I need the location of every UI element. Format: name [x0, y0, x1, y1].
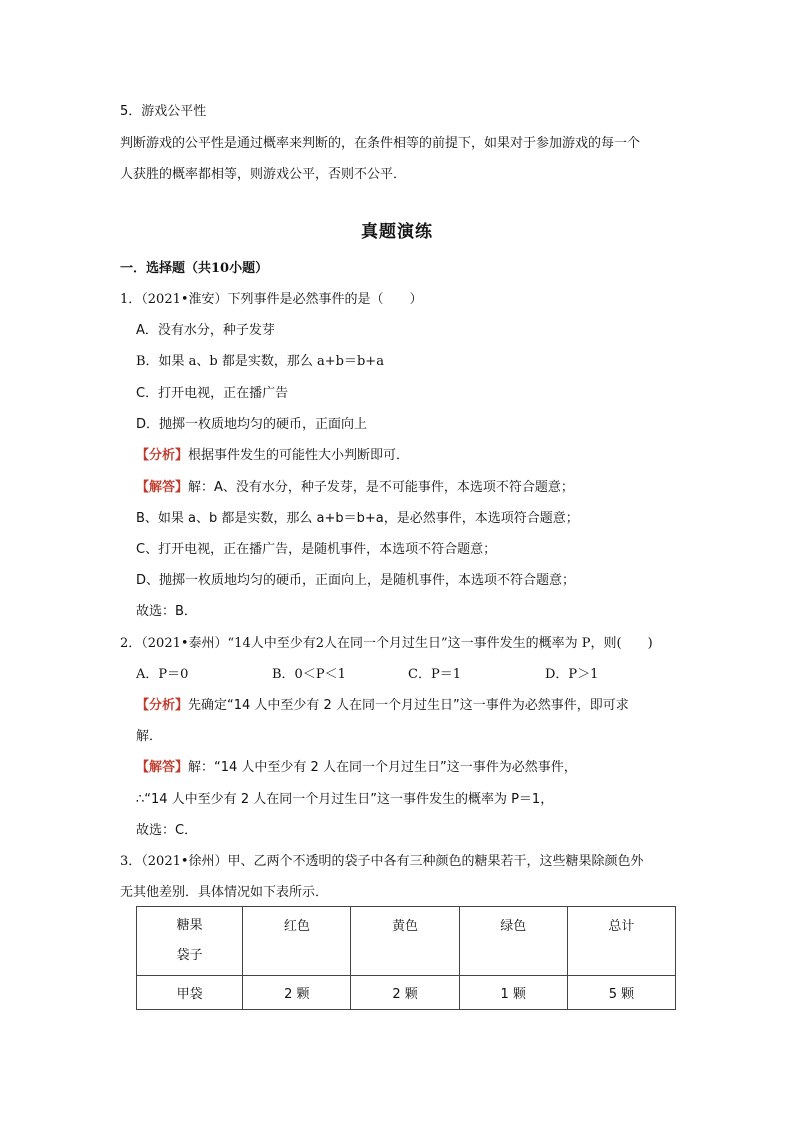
answer-line: 故选：B． [136, 604, 197, 619]
analysis-tag: 【分析】 [136, 448, 189, 463]
answer-line: 故选：C． [136, 823, 198, 838]
option-b: B．0＜P＜1 [272, 667, 346, 682]
part-heading: 一．选择题（共10小题） [120, 261, 269, 276]
answer-text: 解：“14 人中至少有 2 人在同一个月过生日”这一事件为必然事件， [188, 760, 577, 775]
analysis-line [136, 696, 629, 716]
answer-line: B、如果 a、b 都是实数，那么 a+b＝b+a，是必然事件，本选项符合题意； [136, 511, 579, 526]
question-stem: 无其他差别．具体情况如下表所示． [120, 885, 329, 900]
option-d: D．抛掷一枚质地均匀的硬币，正面向上 [136, 417, 368, 432]
section-heading: 5．游戏公平性 [120, 104, 207, 119]
table-header: 绿色 [459, 907, 567, 976]
paragraph-line: 判断游戏的公平性是通过概率来判断的，在条件相等的前提下，如果对于参加游戏的每一个 [120, 136, 641, 151]
table-corner-cell [137, 907, 243, 976]
table-row-label: 甲袋 [137, 976, 243, 1010]
answer-line: C、打开电视，正在播广告，是随机事件，本选项不符合题意； [136, 542, 497, 557]
table-row [137, 976, 676, 1010]
answer-line [136, 758, 577, 778]
answer-line [136, 478, 574, 498]
analysis-text: 先确定“14 人中至少有 2 人在同一个月过生日”这一事件为必然事件，即可求 [188, 698, 629, 713]
answer-line: ∴“14 人中至少有 2 人在同一个月过生日”这一事件发生的概率为 P＝1， [136, 792, 554, 807]
answer-line: D、抛掷一枚质地均匀的硬币，正面向上，是随机事件，本选项不符合题意； [136, 573, 576, 588]
answer-text: 解：A、没有水分，种子发芽，是不可能事件，本选项不符合题意； [188, 480, 574, 495]
table-header: 红色 [243, 907, 351, 976]
option-a: A．没有水分，种子发芽 [136, 323, 275, 338]
option-a: A．P＝0 [136, 667, 189, 682]
analysis-tag: 【分析】 [136, 698, 189, 713]
analysis-line [136, 446, 409, 466]
answer-tag: 【解答】 [136, 760, 189, 775]
analysis-line: 解． [136, 729, 163, 744]
question-stem: 2．（2021•泰州）“14人中至少有2人在同一个月过生日”这一事件发生的概率为 P，则( ) [120, 636, 653, 651]
option-d: D．P＞1 [545, 667, 599, 682]
option-c: C．打开电视，正在播广告 [136, 386, 289, 401]
table-header: 黄色 [351, 907, 459, 976]
corner-top-label: 糖果 [176, 918, 203, 933]
candy-table [136, 906, 676, 1010]
question-stem: 3．（2021•徐州）甲、乙两个不透明的袋子中各有三种颜色的糖果若干，这些糖果除颜色外 [120, 854, 644, 869]
paragraph-line: 人获胜的概率都相等，则游戏公平，否则不公平． [120, 167, 407, 182]
table-cell: 5 颗 [567, 976, 675, 1010]
table-cell: 2 颗 [243, 976, 351, 1010]
question-stem: 1．（2021•淮安）下列事件是必然事件的是（ ） [120, 292, 423, 307]
table-cell: 2 颗 [351, 976, 459, 1010]
option-b: B．如果 a、b 都是实数，那么 a+b＝b+a [136, 354, 384, 369]
answer-tag: 【解答】 [136, 480, 189, 495]
analysis-text: 根据事件发生的可能性大小判断即可． [188, 448, 410, 463]
table-header: 总计 [567, 907, 675, 976]
table-cell: 1 颗 [459, 976, 567, 1010]
option-c: C．P＝1 [408, 667, 461, 682]
page-title: 真题演练 [361, 222, 433, 242]
table-header-row [137, 907, 676, 976]
corner-bottom-label: 袋子 [176, 948, 203, 963]
